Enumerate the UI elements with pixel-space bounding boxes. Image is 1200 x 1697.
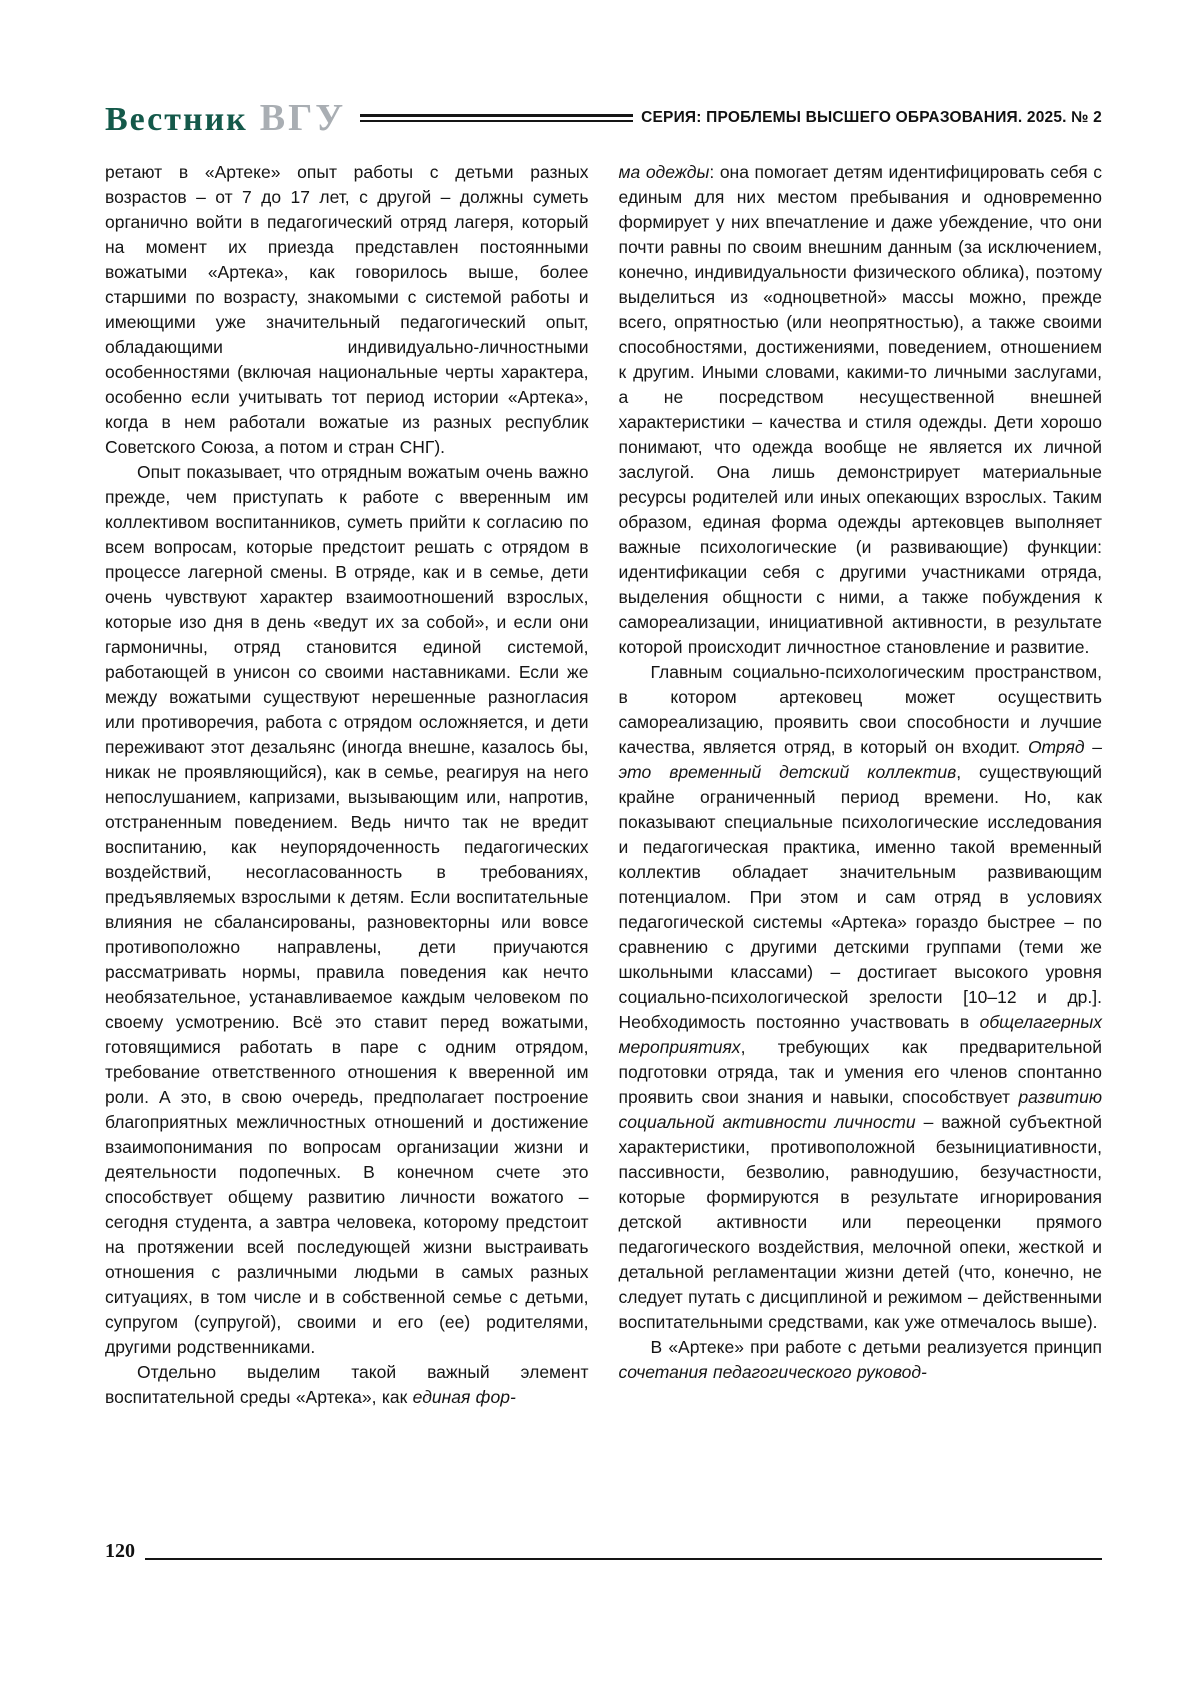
left-column xyxy=(105,160,589,1410)
logo-word-vestnik: Вестник xyxy=(105,101,248,138)
page-number: 120 xyxy=(105,1540,135,1562)
body-text: , существующий крайне ограниченный период времени. Но, как показывают специальные психологические исследования и педагогическая практика, именно такой временный коллектив обладает значительным развивающим потенциалом. При этом и сам отряд в условиях педагогической системы «Артека» гораздо быстрее – по сравнению с другими детскими группами (теми же школьными классами) – достигает высокого уровня социально-психологической зрелости [10–12 и др.]. Необходимость постоянно участвовать в xyxy=(618,762,1102,1032)
journal-logo xyxy=(105,96,346,140)
body-text: Опыт показывает, что отрядным вожатым очень важно прежде, чем приступать к работе с вверенным им коллективом воспитанников, суметь прийти к согласию по всем вопросам, которые предстоит решать с отрядом в процессе лагерной смены. В отряде, как и в семье, дети очень чувствуют характер взаимоотношений взрослых, которые изо дня в день «ведут их за собой», и если они гармоничны, отряд становится единой системой, работающей в унисон со своими наставниками. Если же между вожатыми существуют нерешенные разногласия или противоречия, работа с отрядом осложняется, и дети переживают этот дезальянс (иногда внешне, казалось бы, никак не проявляющийся), как в семье, реагируя на него непослушанием, капризами, вызывающим или, напротив, отстраненным поведением. Ведь ничто так не вредит воспитанию, как неупорядоченность педагогических воздействий, несогласованность в требованиях, предъявляемых взрослыми к детям. Если воспитательные влияния не сбалансированы, разновекторны или вовсе противоположно направлены, дети приучаются рассматривать нормы, правила поведения как нечто необязательное, устанавливаемое каждым человеком по своему усмотрению. Всё это ставит перед вожатыми, готовящимися работать в паре с одним отрядом, требование ответственного отношения к вверенной им роли. А это, в свою очередь, предполагает построение благоприятных межличностных отношений и достижение взаимопонимания по вопросам организации жизни и деятельности подопечных. В конечном счете это способствует общему развитию личности вожатого – сегодня студента, а завтра человека, которому предстоит на протяжении всей последующей жизни выстраивать отношения с различными людьми в самых разных ситуациях, в том числе и в собственной семье с детьми, супругом (супругой), своими и его (ее) родителями, другими родственниками. xyxy=(105,462,589,1357)
body-text: : она помогает детям идентифицировать себя с единым для них местом пребывания и одновременно формирует у них впечатление и даже убеждение, что они почти равны по своим внешним данным (за исключением, конечно, индивидуальности физического облика), поэтому выделиться из «одноцветной» массы можно, прежде всего, опрятностью (или неопрятностью), а также своими способностями, достижениями, поведением, отношением к другим. Иными словами, какими-то личными заслугами, а не посредством несущественной внешней характеристики – качества и стиля одежды. Дети хорошо понимают, что одежда вообще не является их личной заслугой. Она лишь демонстрирует материальные ресурсы родителей или иных опекающих взрослых. Таким образом, единая форма одежды артековцев выполняет важные психологические (и развивающие) функции: идентификации себя с другими участниками отряда, выделения общности с ними, а также побуждения к самореализации, инициативной активности, в результате которой происходит личностное становление и развитие. xyxy=(618,162,1103,657)
body-text: – важной субъектной характеристики, противоположной безынициативности, пассивности, безволию, равнодушию, безучастности, которые формируются в результате игнорирования детской активности или переоценки прямого педагогического воздействия, мелочной опеки, жесткой и детальной регламентации жизни детей (что, конечно, не следует путать с дисциплиной и режимом – действенными воспитательными средствами, как уже отмечалось выше). xyxy=(618,1112,1102,1332)
body-text: ретают в «Артеке» опыт работы с детьми разных возрастов – от 7 до 17 лет, с другой – должны суметь органично войти в педагогический отряд лагеря, который на момент их приезда представлен постоянными вожатыми «Артека», как говорилось выше, более старшими по возрасту, знакомыми с системой работы и имеющими уже значительный педагогический опыт, обладающими индивидуально-личностными особенностями (включая национальные черты характера, особенно если учитывать тот период истории «Артека», когда в нем работали вожатые из разных республик Советского Союза, а потом и стран СНГ). xyxy=(105,162,589,457)
paragraph xyxy=(619,160,1103,660)
body-text: Главным социально-психологическим пространством, в котором артековец может осуществить самореализацию, проявить свои способности и лучшие качества, является отряд, в который он входит. xyxy=(618,662,1102,757)
paragraph xyxy=(105,460,589,1360)
paragraph xyxy=(619,660,1103,1335)
logo-word-vgu: ВГУ xyxy=(259,97,347,139)
paragraph xyxy=(105,1360,589,1410)
page-header xyxy=(105,96,1102,140)
text-columns xyxy=(105,160,1102,1410)
emphasized-text: общелагерных мероприятиях xyxy=(618,1012,1102,1057)
series-title: СЕРИЯ: ПРОБЛЕМЫ ВЫСШЕГО ОБРАЗОВАНИЯ. 2025. № 2 xyxy=(641,109,1102,126)
body-text: , требующих как предварительной подготовки отряда, так и умения его членов спонтанно проявить свои знания и навыки, способствует xyxy=(618,1037,1102,1107)
footer-rule xyxy=(145,1558,1102,1560)
emphasized-text: единая фор- xyxy=(412,1387,516,1407)
header-double-rule xyxy=(360,114,633,122)
body-text: Отдельно выделим такой важный элемент воспитательной среды «Артека», как xyxy=(105,1362,589,1407)
body-text: В «Артеке» при работе с детьми реализуется принцип xyxy=(650,1337,1102,1357)
right-column xyxy=(619,160,1103,1410)
emphasized-text: сочетания педагогического руковод- xyxy=(618,1362,927,1382)
page-footer xyxy=(105,1540,1102,1563)
emphasized-text: Отряд – это временный детский коллектив xyxy=(618,737,1102,782)
emphasized-text: развитию социальной активности личности xyxy=(618,1087,1102,1132)
emphasized-text: ма одежды xyxy=(618,162,710,182)
paragraph xyxy=(619,1335,1103,1385)
paragraph xyxy=(105,160,589,460)
